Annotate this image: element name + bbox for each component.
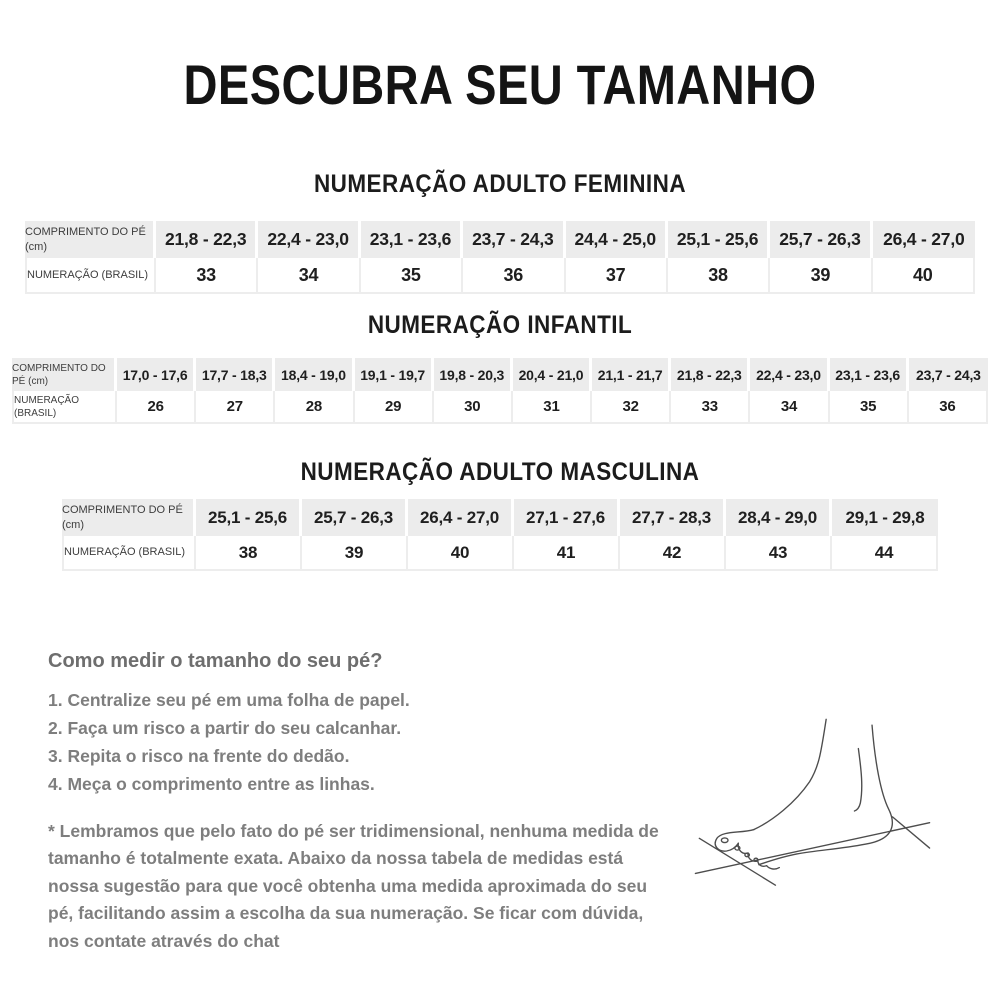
foot-length-row: [25, 221, 975, 258]
size-number-value: 36: [909, 391, 988, 424]
size-number-label: NUMERAÇÃO (BRASIL): [12, 391, 117, 424]
size-number-value: 37: [566, 258, 668, 294]
measure-heel-line: [893, 817, 930, 848]
size-number-value: 42: [620, 536, 726, 571]
foot-length-row: [62, 499, 938, 536]
size-number-value: 40: [873, 258, 975, 294]
measure-step: 2. Faça um risco a partir do seu calcanhar.: [48, 718, 402, 738]
foot-length-value: 28,4 - 29,0: [726, 499, 832, 536]
foot-length-value: 20,4 - 21,0: [513, 358, 592, 391]
size-number-value: 35: [361, 258, 463, 294]
howto-heading: Como medir o tamanho do seu pé?: [48, 650, 383, 672]
foot-length-value: 25,1 - 25,6: [196, 499, 302, 536]
size-number-row: [12, 391, 988, 424]
size-number-value: 43: [726, 536, 832, 571]
foot-length-value: 21,1 - 21,7: [592, 358, 671, 391]
size-number-value: 35: [830, 391, 909, 424]
foot-length-value: 29,1 - 29,8: [832, 499, 938, 536]
foot-measurement-illustration: [672, 682, 994, 940]
measure-baseline: [695, 823, 929, 874]
size-number-value: 41: [514, 536, 620, 571]
size-table-adulto-masculina: [62, 499, 938, 571]
foot-length-value: 17,7 - 18,3: [196, 358, 275, 391]
foot-length-label: COMPRIMENTO DO PÉ (cm): [25, 221, 156, 258]
measure-step: 3. Repita o risco na frente do dedão.: [48, 746, 350, 766]
size-number-row: [25, 258, 975, 294]
size-number-value: 39: [770, 258, 872, 294]
foot-leg-back-line: [759, 725, 892, 865]
size-number-value: 36: [463, 258, 565, 294]
foot-length-value: 23,1 - 23,6: [361, 221, 463, 258]
size-number-value: 30: [434, 391, 513, 424]
size-number-value: 31: [513, 391, 592, 424]
toe-nail: [745, 853, 749, 857]
size-number-value: 34: [258, 258, 360, 294]
foot-length-value: 24,4 - 25,0: [566, 221, 668, 258]
foot-length-value: 17,0 - 17,6: [117, 358, 196, 391]
size-number-value: 28: [275, 391, 354, 424]
foot-length-value: 19,1 - 19,7: [355, 358, 434, 391]
measure-steps-list: [48, 686, 410, 798]
measure-step: 1. Centralize seu pé em uma folha de papel.: [48, 690, 410, 710]
foot-length-value: 25,7 - 26,3: [770, 221, 872, 258]
size-number-value: 33: [156, 258, 258, 294]
size-table-adulto-feminina: [25, 221, 975, 294]
size-number-value: 26: [117, 391, 196, 424]
size-number-value: 44: [832, 536, 938, 571]
foot-length-value: 26,4 - 27,0: [408, 499, 514, 536]
size-number-value: 33: [671, 391, 750, 424]
foot-length-value: 18,4 - 19,0: [275, 358, 354, 391]
foot-length-value: 21,8 - 22,3: [671, 358, 750, 391]
foot-length-value: 21,8 - 22,3: [156, 221, 258, 258]
section-heading-infantil: NUMERAÇÃO INFANTIL: [367, 311, 633, 339]
size-number-value: 32: [592, 391, 671, 424]
foot-length-value: 22,4 - 23,0: [258, 221, 360, 258]
size-number-value: 34: [750, 391, 829, 424]
foot-length-value: 27,1 - 27,6: [514, 499, 620, 536]
page-title: DESCUBRA SEU TAMANHO: [183, 53, 817, 116]
foot-length-value: 23,7 - 24,3: [909, 358, 988, 391]
size-number-value: 39: [302, 536, 408, 571]
foot-length-value: 23,1 - 23,6: [830, 358, 909, 391]
size-number-value: 29: [355, 391, 434, 424]
foot-length-value: 25,1 - 25,6: [668, 221, 770, 258]
size-number-value: 38: [668, 258, 770, 294]
foot-length-value: 26,4 - 27,0: [873, 221, 975, 258]
size-number-value: 27: [196, 391, 275, 424]
size-number-value: 38: [196, 536, 302, 571]
foot-length-label: COMPRIMENTO DO PÉ (cm): [62, 499, 196, 536]
toe-nail: [721, 838, 728, 843]
foot-ankle-line: [854, 749, 861, 811]
foot-leg-front-line: [754, 719, 826, 829]
size-table-infantil: [12, 358, 988, 424]
section-heading-adulto-masculina: NUMERAÇÃO ADULTO MASCULINA: [300, 458, 700, 486]
foot-length-value: 27,7 - 28,3: [620, 499, 726, 536]
foot-length-value: 25,7 - 26,3: [302, 499, 408, 536]
section-heading-adulto-feminina: NUMERAÇÃO ADULTO FEMININA: [313, 170, 687, 198]
size-number-label: NUMERAÇÃO (BRASIL): [62, 536, 196, 571]
measure-step: 4. Meça o comprimento entre as linhas.: [48, 774, 375, 794]
foot-length-row: [12, 358, 988, 391]
measurement-disclaimer: * Lembramos que pelo fato do pé ser tridimensional, nenhuma medida de tamanho é totalmente exata. Abaixo da nossa tabela de medidas está nossa sugestão para que você obtenha uma medida aproximada do seu pé, facilitando assim a escolha da sua numeração. Se ficar com dúvida, nos contate através do chat: [48, 820, 659, 951]
foot-length-label: COMPRIMENTO DO PÉ (cm): [12, 358, 117, 391]
size-number-label: NUMERAÇÃO (BRASIL): [25, 258, 156, 294]
foot-length-value: 19,8 - 20,3: [434, 358, 513, 391]
size-number-row: [62, 536, 938, 571]
size-number-value: 40: [408, 536, 514, 571]
foot-length-value: 22,4 - 23,0: [750, 358, 829, 391]
foot-length-value: 23,7 - 24,3: [463, 221, 565, 258]
